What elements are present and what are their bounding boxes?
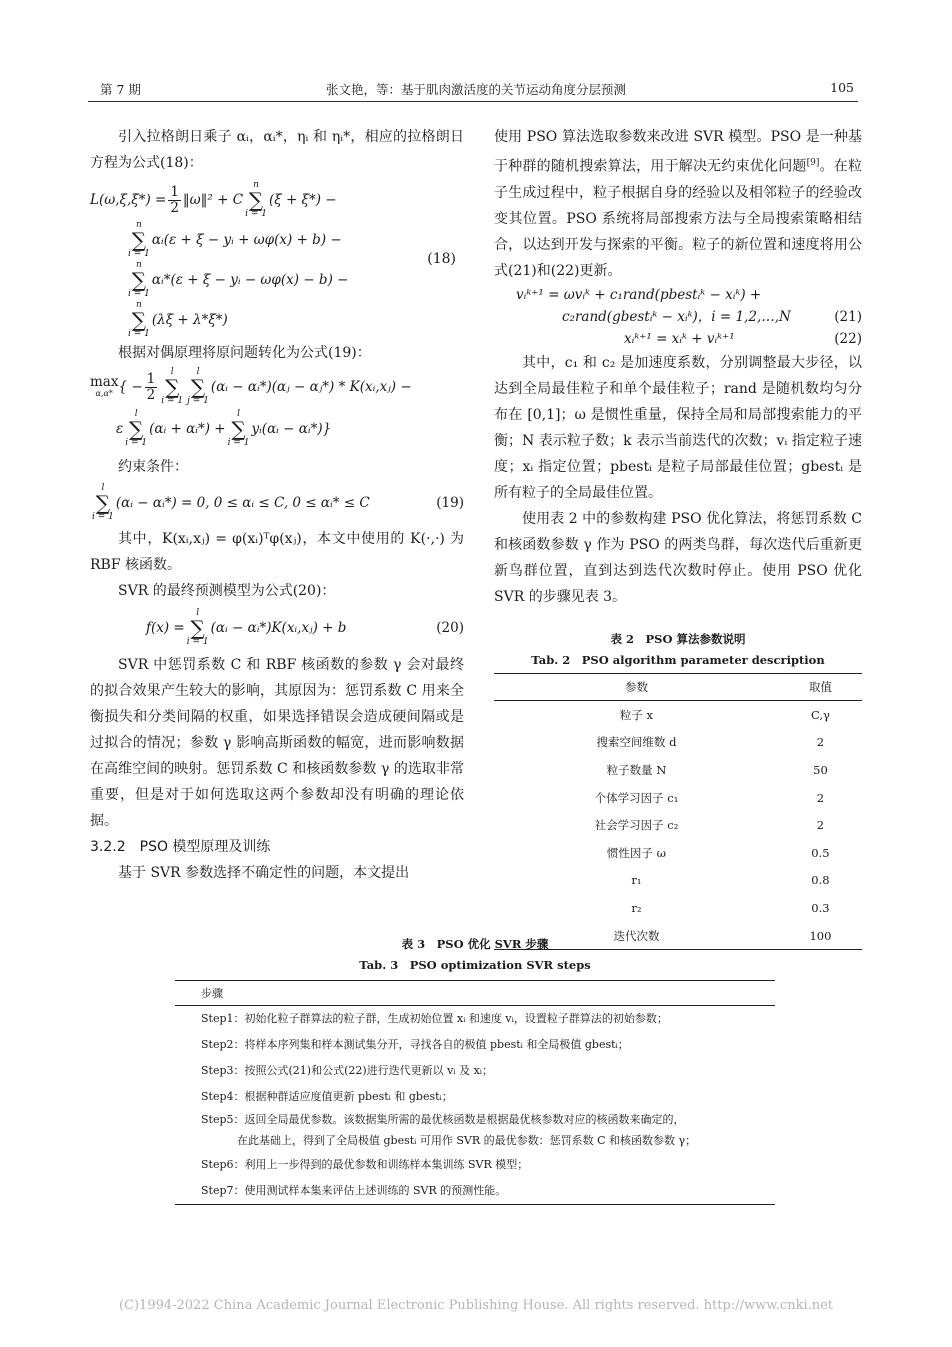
table-row: 粒子数量 N 50 — [606, 762, 828, 777]
table3-caption-cn: 表 3 PSO 优化 SVR 步骤 — [401, 937, 549, 951]
citation: [9] — [806, 158, 820, 168]
table-row: r₁ 0.8 — [631, 873, 830, 888]
equation-number: (18) — [427, 251, 456, 267]
max-operator: max α,α* — [90, 374, 119, 398]
paragraph: 使用表 2 中的参数构建 PSO 优化算法，将惩罚系数 C 和核函数参数 γ 作为 PSO 的两类鸟群，每次迭代后重新更新鸟群位置，直到达到迭代次数时停止。使用 PSO 优化 SVR 的步骤见表 3。 — [494, 510, 862, 605]
table-row: 惯性因子 ω 0.5 — [606, 845, 830, 860]
header-rule — [88, 101, 858, 102]
paragraph: 其中，c₁ 和 c₂ 是加速度系数，分别调整最大步径，以达到全局最佳粒子和单个最佳粒子；rand 是随机数均匀分布在 [0,1]；ω 是惯性重量，保持全局和局部搜索能力的平衡；N 表示粒子数；k 表示当前迭代的次数；vᵢ 指定粒子速度；xᵢ 指定位置；pbestᵢ 是粒子局部最佳位置；gbestᵢ 是所有粒子的全局最佳位置。 — [494, 354, 862, 501]
table2 — [494, 673, 862, 950]
sum-symbol: l ∑ i = 1 — [161, 367, 184, 406]
paragraph: 引入拉格朗日乘子 αᵢ，αᵢ*，ηᵢ 和 ηᵢ*，相应的拉格朗日方程为公式(18)： — [90, 129, 464, 171]
table-row: 迭代次数 100 — [494, 922, 862, 950]
table-row: Step3：按照公式(21)和公式(22)进行迭代更新以 vᵢ 及 xᵢ； — [201, 1064, 493, 1077]
table3 — [175, 980, 775, 1205]
sum-symbol: n ∑ i = 1 — [128, 260, 150, 299]
table-header: 取值 — [779, 674, 862, 701]
running-header-title: 张文艳，等：基于肌肉激活度的关节运动角度分层预测 — [325, 82, 626, 97]
equation-number: (19) — [436, 495, 464, 511]
table3-caption-en: Tab. 3 PSO optimization SVR steps — [359, 958, 591, 972]
table2-caption-en: Tab. 2 PSO algorithm parameter description — [531, 653, 825, 667]
table-header: 步骤 — [175, 981, 775, 1006]
fraction: $\frac{1}{2}$ — [170, 183, 179, 216]
equation-20: f(x) = l ∑ i = 1 (αᵢ − αᵢ*)K(xᵢ,xⱼ) + b (20) — [146, 608, 464, 647]
running-header-issue: 第 7 期 — [100, 82, 141, 97]
fraction: $\frac{1}{2}$ — [146, 370, 156, 403]
table-row: Step4：根据种群适应度值更新 pbestᵢ 和 gbestᵢ； — [201, 1090, 453, 1103]
right-column — [494, 124, 862, 610]
sum-symbol: l ∑ j = 1 — [187, 367, 209, 406]
equation-number: (21) — [834, 308, 862, 325]
table-row: r₂ 0.3 — [631, 900, 830, 915]
table-header: 参数 — [494, 674, 779, 701]
sum-symbol: n ∑ i = 1 — [128, 220, 150, 259]
table-row: 在此基础上，得到了全局极值 gbestᵢ 可用作 SVR 的最优参数：惩罚系数 C 和核函数参数 γ； — [237, 1134, 697, 1147]
sum-symbol: l ∑ i = 1 — [227, 409, 250, 448]
equation-21: vᵢᵏ⁺¹ = ωvᵢᵏ + c₁rand(pbestᵢᵏ − xᵢᵏ) + c₂rand(gbestᵢᵏ − xᵢᵏ)，i = 1,2,…,N (21) — [494, 284, 862, 328]
table-row: 粒子 x C,γ — [619, 707, 830, 722]
paragraph: 使用 PSO 算法选取参数来改进 SVR 模型。PSO 是一种基于种群的随机搜索算法，用于解决无约束优化问题[9]。在粒子生成过程中，粒子根据自身的经验以及相邻粒子的经验改变其位置。PSO 系统将局部搜索方法与全局搜索策略相结合，以达到开发与探索的平衡。粒子的新位置和速度将用公式(21)和(22)更新。 — [494, 129, 863, 279]
sum-symbol: l ∑ i = 1 — [186, 608, 209, 647]
table-row: 个体学习因子 c₁ 2 — [594, 790, 825, 805]
sum-symbol: l ∑ i = 1 — [92, 483, 114, 522]
table-row: Step5：返回全局最优参数。该数据集所需的最优核函数是根据最优核参数对应的核函数来确定的， — [201, 1113, 685, 1126]
table-row: 搜索空间维数 d 2 — [596, 735, 825, 750]
paragraph: 根据对偶原理将原问题转化为公式(19)： — [118, 345, 371, 361]
paragraph: 基于 SVR 参数选择不确定性的问题，本文提出 — [118, 865, 410, 881]
equation-number: (20) — [436, 620, 464, 636]
table-row: Step7：使用测试样本集来评估上述训练的 SVR 的预测性能。 — [175, 1178, 775, 1205]
sum-symbol: n ∑ i = 1 — [245, 180, 267, 219]
table-row: Step1：初始化粒子群算法的粒子群，生成初始位置 xᵢ 和速度 vᵢ，设置粒子群算法的初始参数； — [201, 1012, 668, 1025]
paragraph: SVR 的最终预测模型为公式(20)： — [118, 583, 336, 599]
table-row: Step2：将样本序列集和样本测试集分开，寻找各自的极值 pbestᵢ 和全局极值 gbestᵢ； — [201, 1038, 629, 1051]
table2-caption-cn: 表 2 PSO 算法参数说明 — [610, 632, 746, 646]
equation-number: (22) — [834, 330, 862, 347]
paragraph: SVR 中惩罚系数 C 和 RBF 核函数的参数 γ 会对最终的拟合效果产生较大的影响，其原因为：惩罚系数 C 用来全衡损失和分类间隔的权重，如果选择错误会造成硬间隔或是过拟合的情况；参数 γ 影响高斯函数的幅宽，进而影响数据在高维空间的映射。惩罚系数 C 和核函数参数 γ 的选取非常重要，但是对于如何选取这两个参数却没有明确的理论依据。 — [90, 657, 464, 829]
sum-symbol: l ∑ i = 1 — [125, 409, 148, 448]
equation-22: xᵢᵏ⁺¹ = xᵢᵏ + vᵢᵏ⁺¹ (22) — [494, 328, 862, 350]
dual-problem: max α,α* { − $\frac{1}{2}$ l ∑ i = 1 l ∑ j = 1 (αᵢ − αᵢ*)(αⱼ − αⱼ*) * K(xᵢ,xⱼ) − ε l ∑ i = 1 (αᵢ + αᵢ*) + l ∑ i = 1 yᵢ(αᵢ − αᵢ*)} — [90, 367, 412, 448]
section-heading: 3.2.2 PSO 模型原理及训练 — [90, 839, 271, 855]
table-row: Step6：利用上一步得到的最优参数和训练样本集训练 SVR 模型； — [201, 1158, 529, 1171]
equation-18: L(ω,ξ,ξ*) = $\frac{1}{2}$ ‖ω‖² + C n ∑ i = 1 (ξ + ξ*) − n ∑ i = 1 αᵢ(ε + ξ − yᵢ + ωφ(x) + b) − n ∑ i = 1 αᵢ*(ε + ξ − yᵢ − ωφ(x) − b) − n ∑ i = 1 (λξ + λ*ξ*) (18) — [90, 180, 456, 339]
page-number: 105 — [830, 80, 854, 95]
left-column — [90, 124, 464, 886]
equation-19: l ∑ i = 1 (αᵢ − αᵢ*) = 0, 0 ≤ αᵢ ≤ C, 0 ≤ αᵢ* ≤ C (19) — [92, 483, 464, 522]
table-row: 社会学习因子 c₂ 2 — [594, 818, 825, 833]
paragraph: 其中，K(xᵢ,xⱼ) = φ(xᵢ)ᵀφ(xⱼ)，本文中使用的 K(·,·) 为 RBF 核函数。 — [90, 531, 464, 573]
copyright-footer: (C)1994-2022 China Academic Journal Electronic Publishing House. All rights reserved. http://www.cnki.net — [118, 1298, 834, 1313]
sum-symbol: n ∑ i = 1 — [128, 300, 150, 339]
paragraph: 约束条件： — [118, 459, 188, 475]
